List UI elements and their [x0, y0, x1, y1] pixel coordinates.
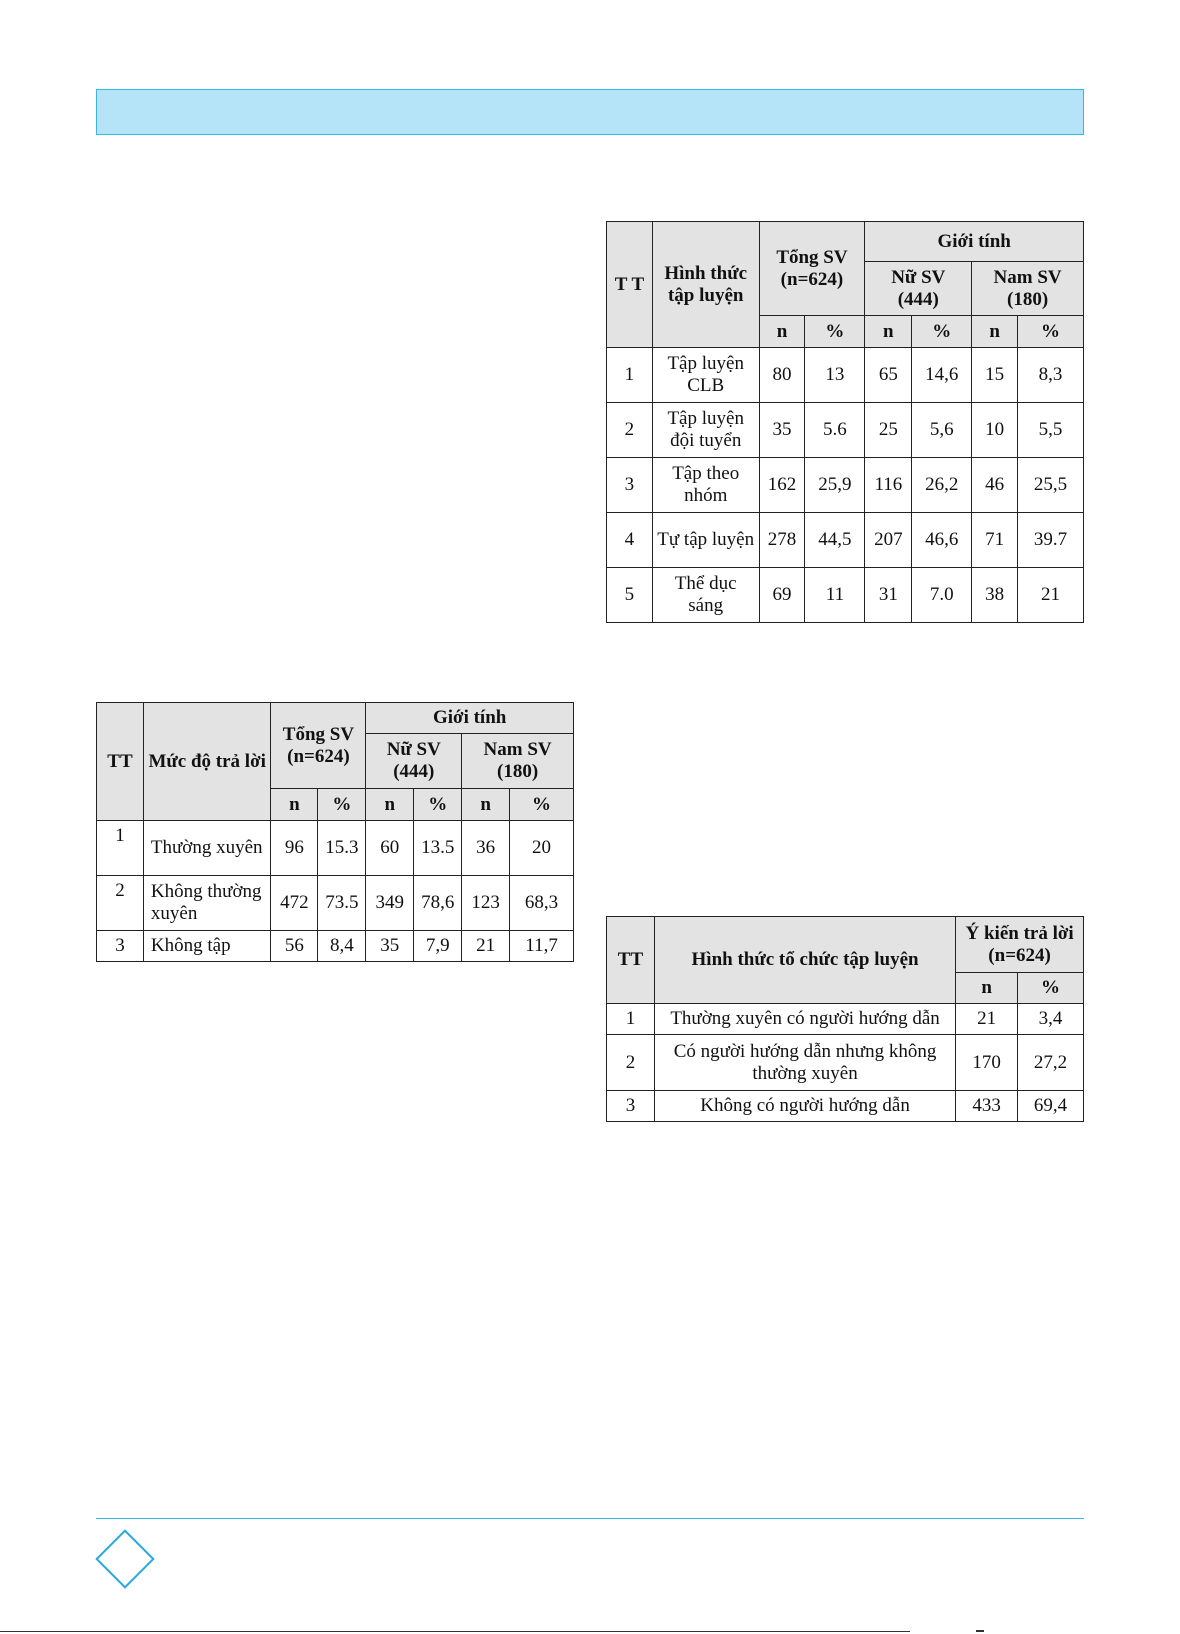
cell-n: 433 — [956, 1091, 1018, 1122]
cell-female-pct: 26,2 — [912, 458, 972, 513]
cell-tt: 1 — [607, 1004, 655, 1035]
cell-total-n: 56 — [271, 931, 318, 962]
cell-male-pct: 11,7 — [510, 931, 574, 962]
header-pct: % — [510, 789, 574, 821]
cell-tt: 1 — [97, 821, 144, 876]
cell-tt: 3 — [607, 1091, 655, 1122]
cell-tt: 4 — [607, 513, 653, 568]
cell-total-pct: 15.3 — [318, 821, 366, 876]
cell-male-pct: 39.7 — [1018, 513, 1084, 568]
table-row — [607, 403, 1084, 458]
cell-n: 21 — [956, 1004, 1018, 1035]
bottom-tick — [976, 1630, 984, 1632]
cell-total-pct: 73.5 — [318, 876, 366, 931]
cell-female-pct: 78,6 — [414, 876, 462, 931]
diamond-icon — [95, 1529, 154, 1588]
cell-total-pct: 44,5 — [805, 513, 865, 568]
cell-label: Không tập — [143, 931, 271, 962]
cell-male-n: 36 — [462, 821, 510, 876]
cell-male-pct: 25,5 — [1018, 458, 1084, 513]
cell-female-pct: 7.0 — [912, 568, 972, 623]
cell-total-n: 35 — [759, 403, 805, 458]
header-n: n — [956, 973, 1018, 1004]
table-row — [97, 931, 574, 962]
header-male: Nam SV (180) — [462, 734, 574, 789]
cell-female-n: 35 — [366, 931, 414, 962]
header-pct: % — [912, 316, 972, 348]
cell-tt: 2 — [607, 1035, 655, 1091]
cell-tt: 3 — [97, 931, 144, 962]
table-row — [607, 1091, 1084, 1122]
cell-pct: 27,2 — [1018, 1035, 1084, 1091]
cell-total-n: 96 — [271, 821, 318, 876]
cell-total-pct: 13 — [805, 348, 865, 403]
header-pct: % — [805, 316, 865, 348]
header-n: n — [972, 316, 1018, 348]
cell-female-n: 349 — [366, 876, 414, 931]
cell-male-pct: 21 — [1018, 568, 1084, 623]
cell-label: Tập theo nhóm — [652, 458, 759, 513]
header-opinion: Ý kiến trả lời (n=624) — [956, 917, 1084, 973]
cell-male-n: 123 — [462, 876, 510, 931]
cell-female-pct: 46,6 — [912, 513, 972, 568]
cell-male-n: 46 — [972, 458, 1018, 513]
cell-label: Tự tập luyện — [652, 513, 759, 568]
cell-total-n: 472 — [271, 876, 318, 931]
header-gender: Giới tính — [865, 222, 1084, 262]
cell-female-n: 207 — [865, 513, 912, 568]
cell-male-n: 71 — [972, 513, 1018, 568]
footer-divider — [96, 1518, 1084, 1519]
header-n: n — [865, 316, 912, 348]
header-pct: % — [414, 789, 462, 821]
header-male: Nam SV (180) — [972, 262, 1084, 316]
cell-female-n: 116 — [865, 458, 912, 513]
cell-male-n: 21 — [462, 931, 510, 962]
table-exercise-frequency — [96, 702, 574, 962]
cell-total-n: 80 — [759, 348, 805, 403]
cell-pct: 3,4 — [1018, 1004, 1084, 1035]
table-row — [97, 821, 574, 876]
cell-tt: 5 — [607, 568, 653, 623]
cell-tt: 2 — [97, 876, 144, 931]
cell-total-pct: 11 — [805, 568, 865, 623]
header-n: n — [366, 789, 414, 821]
header-tt: TT — [607, 917, 655, 1004]
header-n: n — [271, 789, 318, 821]
cell-female-n: 60 — [366, 821, 414, 876]
table-row — [607, 568, 1084, 623]
header-form: Hình thức tập luyện — [652, 222, 759, 348]
cell-n: 170 — [956, 1035, 1018, 1091]
cell-male-pct: 5,5 — [1018, 403, 1084, 458]
header-form: Hình thức tổ chức tập luyện — [654, 917, 955, 1004]
header-level: Mức độ trả lời — [143, 703, 271, 821]
cell-label: Không thường xuyên — [143, 876, 271, 931]
cell-female-n: 25 — [865, 403, 912, 458]
table-row — [607, 1004, 1084, 1035]
header-female: Nữ SV (444) — [865, 262, 972, 316]
cell-male-pct: 20 — [510, 821, 574, 876]
table-row — [607, 458, 1084, 513]
table-row — [607, 1035, 1084, 1091]
cell-total-pct: 25,9 — [805, 458, 865, 513]
cell-tt: 3 — [607, 458, 653, 513]
cell-female-pct: 14,6 — [912, 348, 972, 403]
cell-label: Không có người hướng dẫn — [654, 1091, 955, 1122]
cell-total-n: 278 — [759, 513, 805, 568]
cell-label: Có người hướng dẫn nhưng không thường xuyên — [654, 1035, 955, 1091]
cell-tt: 2 — [607, 403, 653, 458]
table-row — [607, 513, 1084, 568]
header-tt: T T — [607, 222, 653, 348]
cell-male-pct: 8,3 — [1018, 348, 1084, 403]
table-row — [607, 348, 1084, 403]
cell-label: Thể dục sáng — [652, 568, 759, 623]
cell-label: Tập luyện đội tuyển — [652, 403, 759, 458]
cell-female-n: 65 — [865, 348, 912, 403]
cell-label: Tập luyện CLB — [652, 348, 759, 403]
cell-male-n: 15 — [972, 348, 1018, 403]
header-tt: TT — [97, 703, 144, 821]
header-female: Nữ SV (444) — [366, 734, 462, 789]
header-pct: % — [318, 789, 366, 821]
cell-total-n: 162 — [759, 458, 805, 513]
cell-male-n: 10 — [972, 403, 1018, 458]
header-n: n — [759, 316, 805, 348]
cell-female-pct: 13.5 — [414, 821, 462, 876]
cell-male-pct: 68,3 — [510, 876, 574, 931]
cell-male-n: 38 — [972, 568, 1018, 623]
cell-female-pct: 7,9 — [414, 931, 462, 962]
bottom-rule — [0, 1631, 910, 1632]
table-row — [97, 876, 574, 931]
header-total: Tổng SV (n=624) — [759, 222, 865, 316]
cell-total-n: 69 — [759, 568, 805, 623]
page-header-band — [96, 89, 1084, 135]
cell-pct: 69,4 — [1018, 1091, 1084, 1122]
table-training-forms — [606, 221, 1084, 623]
cell-tt: 1 — [607, 348, 653, 403]
header-pct: % — [1018, 316, 1084, 348]
header-total: Tổng SV (n=624) — [271, 703, 366, 789]
header-gender: Giới tính — [366, 703, 574, 734]
cell-label: Thường xuyên có người hướng dẫn — [654, 1004, 955, 1035]
cell-total-pct: 5.6 — [805, 403, 865, 458]
cell-label: Thường xuyên — [143, 821, 271, 876]
cell-total-pct: 8,4 — [318, 931, 366, 962]
cell-female-pct: 5,6 — [912, 403, 972, 458]
cell-female-n: 31 — [865, 568, 912, 623]
header-pct: % — [1018, 973, 1084, 1004]
table-training-organization — [606, 916, 1084, 1122]
header-n: n — [462, 789, 510, 821]
